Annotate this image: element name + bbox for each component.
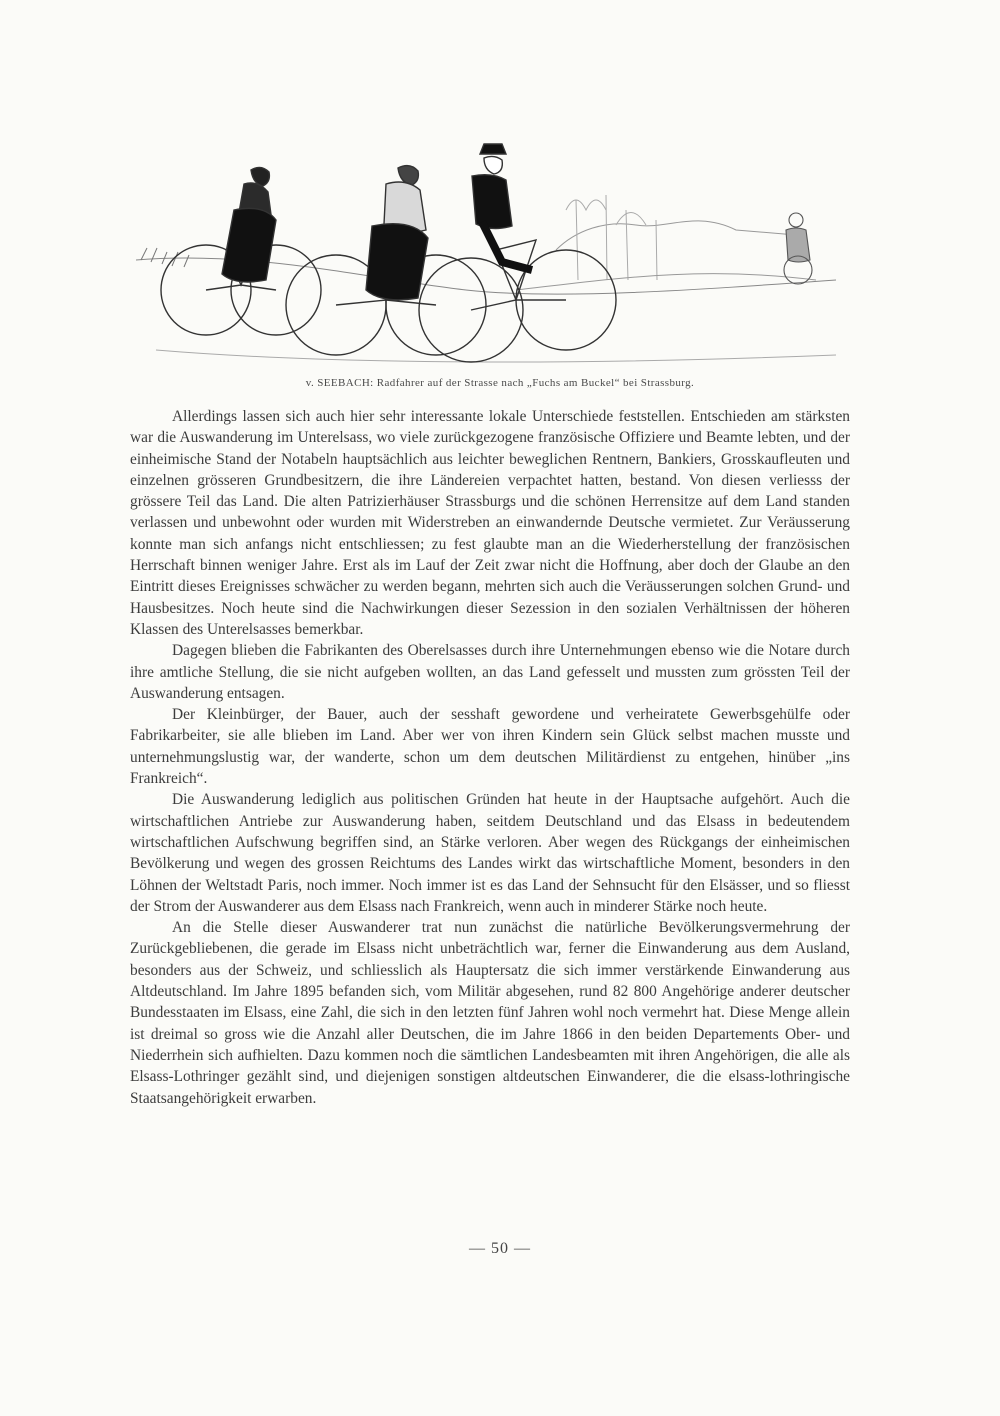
cyclists-illustration bbox=[136, 140, 848, 370]
paragraph: Der Kleinbürger, der Bauer, auch der sesshaft gewordene und verheiratete Gewerbsgehülfe oder Fabrikarbeiter, sie alle blieben im Land. Aber wer von ihren Kindern sein Glück selbst machen musste und unternehmungslustig war, der wanderte, schon um dem deutschen Militärdienst zu entgehen, hinüber „ins Frankreich“. bbox=[130, 706, 850, 788]
paragraph: Allerdings lassen sich auch hier sehr interessante lokale Unterschiede feststellen. Entschieden am stärksten war die Auswanderung im Unterelsass, wo viele zurückgezogene französische Offiziere und Beamte lebten, und der einheimische Stand der Notabeln hauptsächlich aus leichter beweglichen Rentnern, Bankiers, Grosskaufleuten und einzelnen grösseren Grundbesitzern, die ihre Ländereien verpachtet hatten, bestand. Von diesen verliesss der grössere Teil das Land. Die alten Patrizierhäuser Strassburgs und die schönen Herrensitze auf dem Land standen verlassen und unbewohnt oder wurden mit Widerstreben an einwandernde Deutsche vermietet. Zur Veräusserung konnte man sich anfangs nicht entschliessen; zu fest glaubte man an die Wiederherstellung der französischen Herrschaft binnen weniger Jahre. Erst als im Lauf der Zeit zwar nicht die Hoffnung, aber doch der Glaube an den Eintritt dieses Ereignisses schwächer zu werden begann, mehrten sich auch die Veräusserungen solchen Grund- und Hausbesitzes. Noch heute sind die Nachwirkungen dieser Sezession in den sozialen Verhältnissen der höheren Klassen des Unterelsasses bemerkbar. bbox=[130, 408, 850, 638]
paragraph: An die Stelle dieser Auswanderer trat nun zunächst die natürliche Bevölkerungsvermehrung der Zurückgebliebenen, die gerade im Elsass nicht unbeträchtlich war, ferner die Einwanderung aus dem Ausland, besonders aus der Schweiz, und schliesslich als Hauptersatz die sich immer verstärkende Einwanderung aus Altdeutschland. Im Jahre 1895 befanden sich, vom Militär abgesehen, rund 82 800 Angehörige anderer deutscher Bundesstaaten im Elsass, eine Zahl, die sich in den letzten fünf Jahren wohl noch vermehrt hat. Diese Menge allein ist dreimal so gross wie die Anzahl aller Deutschen, die im Jahre 1866 in den beiden Departements Ober- und Niederrhein sich aufhielten. Dazu kommen noch die sämtlichen Landesbeamten mit ihren Angehörigen, die alle als Elsass-Lothringer gezählt sind, und diejenigen sonstigen altdeutschen Einwanderer, die die elsass-lothringische Staatsangehörigkeit erwarben. bbox=[130, 919, 850, 1107]
paragraph: Dagegen blieben die Fabrikanten des Oberelsasses durch ihre Unternehmungen ebenso wie die Notare durch ihre amtliche Stellung, die sie nicht aufgeben wollten, an das Land gefesselt und mussten zum grössten Teil der Auswanderung entsagen. bbox=[130, 642, 850, 702]
paragraph: Die Auswanderung lediglich aus politischen Gründen hat heute in der Hauptsache aufgehört. Auch die wirtschaftlichen Antriebe zur Auswanderung haben, seitdem Deutschland und das Elsass in bedeutendem wirtschaftlichen Aufschwung begriffen sind, an Stärke verloren. Aber wegen des Rückgangs der einheimischen Bevölkerung und wegen des grossen Reichtums des Landes wirkt das wirtschaftliche Moment, besonders in den Löhnen der Weltstadt Paris, noch immer. Noch immer ist es das Land der Sehnsucht für den Elsässer, und so fliesst der Strom der Auswanderer aus dem Elsass nach Frankreich, wenn auch in minderer Stärke noch heute. bbox=[130, 791, 850, 915]
body-text bbox=[130, 406, 850, 1109]
figure-caption: v. SEEBACH: Radfahrer auf der Strasse nach „Fuchs am Buckel“ bei Strassburg. bbox=[305, 377, 695, 389]
page-number: — 50 — bbox=[469, 1240, 531, 1257]
distant-cyclist bbox=[784, 213, 812, 284]
cyclist-1 bbox=[161, 167, 321, 335]
cyclist-3 bbox=[419, 144, 616, 362]
